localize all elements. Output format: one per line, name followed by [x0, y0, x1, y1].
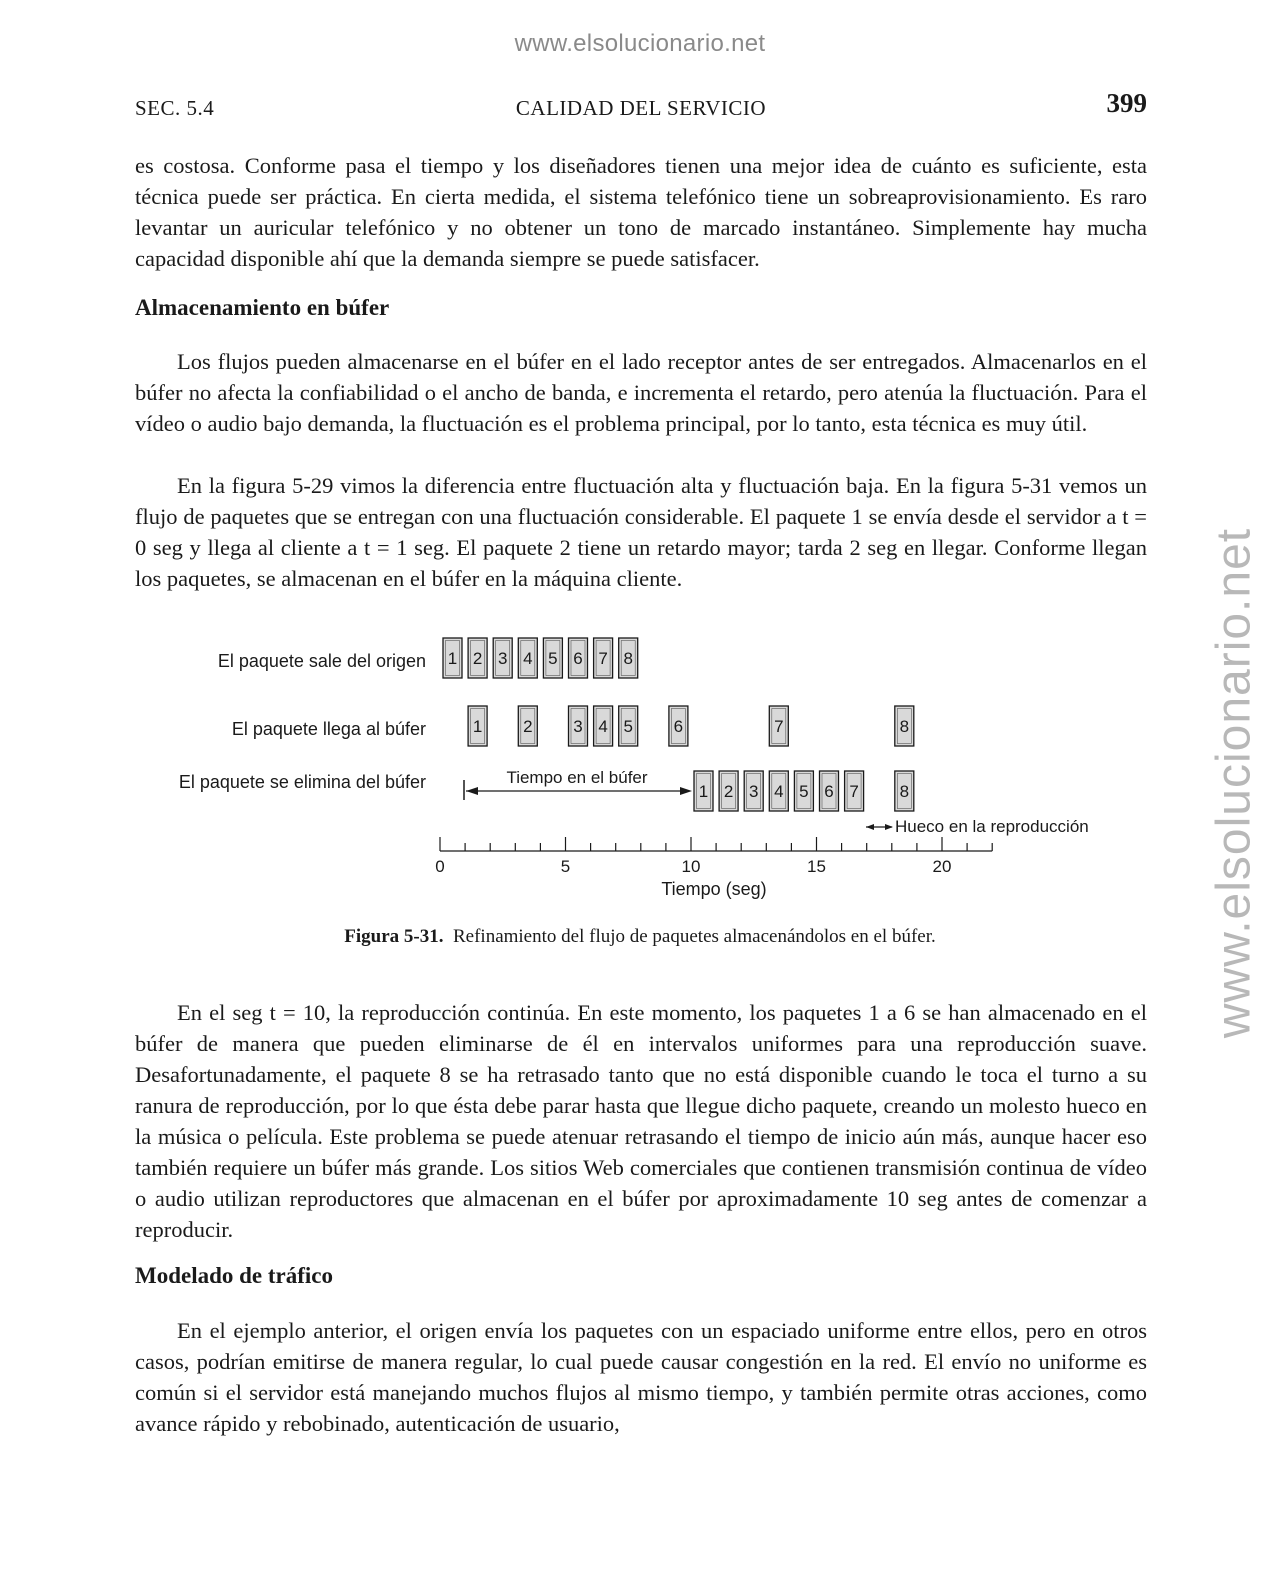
- figure-5-31: [0, 620, 1280, 960]
- packet-label: 7: [598, 649, 608, 668]
- chapter-title: CALIDAD DEL SERVICIO: [515, 96, 767, 120]
- packet-label: 5: [623, 717, 633, 736]
- x-axis-label: Tiempo (seg): [661, 879, 767, 899]
- packet-label: 6: [824, 782, 834, 801]
- packet-label: 6: [673, 717, 684, 736]
- packet-label: 8: [623, 649, 633, 668]
- tick-label: 20: [932, 857, 952, 876]
- packet-label: 2: [472, 649, 483, 668]
- caption-text: Refinamiento del flujo de paquetes almacenándolos en el búfer.: [452, 926, 936, 947]
- packet-label: 2: [723, 782, 734, 801]
- packet-label: 4: [523, 649, 533, 668]
- paragraph-4: En el seg t = 10, la reproducción continúa. En este momento, los paquetes 1 a 6 se han almacenado en el búfer de manera que pueden eliminarse de él en intervalos uniformes para una reproducción suave. Desafortunadamente, el paquete 8 se ha retrasado tanto que no está disponible cuando le toca el turno a su ranura de reproducción, por lo que ésta debe parar hasta que llegue dicho paquete, creando un molesto hueco en la música o película. Este problema se puede atenuar retrasando el tiempo de inicio aún más, aunque hacer eso también requiere un búfer más grande. Los sitios Web comerciales que contienen transmisión continua de vídeo o audio utilizan reproductores que almacenan en el búfer por aproximadamente 10 seg antes de comenzar a reproducir.: [135, 1000, 1147, 1242]
- packet-label: 2: [523, 717, 533, 736]
- buffer-time-arrowhead-right: [680, 787, 692, 795]
- packet-label: 5: [799, 782, 809, 801]
- watermark-top: www.elsolucionario.net: [514, 30, 766, 57]
- page-number: 399: [1106, 88, 1147, 118]
- packet-label: 4: [598, 717, 608, 736]
- section-number: SEC. 5.4: [135, 96, 215, 120]
- running-head: [135, 88, 1147, 128]
- paragraph-5: En el ejemplo anterior, el origen envía los paquetes con un espaciado uniforme entre ellos, pero en otros casos, podrían emitirse de manera regular, lo cual puede causar congestión en la red. El envío no uniforme es común si el servidor está manejando muchos flujos al mismo tiempo, y también permite otras acciones, como avance rápido y rebobinado, autenticación de usuario,: [135, 1318, 1147, 1436]
- heading-almacenamiento: Almacenamiento en búfer: [135, 295, 390, 320]
- packet-label: 6: [573, 649, 583, 668]
- tick-label: 5: [560, 857, 571, 876]
- gap-arrowhead-left: [866, 824, 874, 830]
- packet-label: 8: [899, 717, 910, 736]
- packet-label: 3: [573, 717, 583, 736]
- row-label-arrival: El paquete llega al búfer: [231, 719, 426, 739]
- packet-label: 7: [774, 717, 784, 736]
- packet-label: 8: [899, 782, 910, 801]
- time-axis: [435, 837, 992, 876]
- watermark-side: www.elsolucionario.net: [1207, 527, 1261, 1039]
- gap-arrowhead-right: [885, 824, 893, 830]
- packet-timeline-chart: [0, 620, 1280, 920]
- tick-label: 0: [435, 857, 445, 876]
- packet-label: 5: [548, 649, 558, 668]
- row-label-origin: El paquete sale del origen: [217, 651, 426, 671]
- packet-label: 1: [472, 717, 483, 736]
- caption-label: Figura 5-31.: [344, 926, 444, 947]
- packet-label: 1: [447, 649, 458, 668]
- packet-label: 7: [849, 782, 859, 801]
- gap-label: Hueco en la reproducción: [895, 817, 1089, 836]
- heading-modelado: Modelado de tráfico: [135, 1263, 334, 1288]
- packet-label: 3: [497, 649, 508, 668]
- row-label-removal: El paquete se elimina del búfer: [178, 772, 426, 792]
- paragraph-2: Los flujos pueden almacenarse en el búfer en el lado receptor antes de ser entregados. Almacenarlos en el búfer no afecta la confiabilidad o el ancho de banda, e incrementa el retardo, pero atenúa la fluctuación. Para el vídeo o audio bajo demanda, la fluctuación es el problema principal, por lo tanto, esta técnica es muy útil.: [135, 349, 1147, 436]
- tick-label: 10: [681, 857, 701, 876]
- figure-caption: [0, 926, 1280, 948]
- buffer-time-arrowhead-left: [466, 787, 478, 795]
- packet-label: 3: [748, 782, 759, 801]
- packet-label: 4: [774, 782, 784, 801]
- packet-label: 1: [698, 782, 709, 801]
- paragraph-1: es costosa. Conforme pasa el tiempo y los diseñadores tienen una mejor idea de cuánto es suficiente, esta técnica puede ser práctica. En cierta medida, el sistema telefónico tiene un sobreaprovisionamiento. Es raro levantar un auricular telefónico y no obtener un tono de marcado instantáneo. Simplemente hay mucha capacidad disponible ahí que la demanda siempre se puede satisfacer.: [135, 153, 1147, 271]
- paragraph-3: En la figura 5-29 vimos la diferencia entre fluctuación alta y fluctuación baja. En la figura 5-31 vemos un flujo de paquetes que se entregan con una fluctuación considerable. El paquete 1 se envía desde el servidor a t = 0 seg y llega al cliente a t = 1 seg. El paquete 2 tiene un retardo mayor; tarda 2 seg en llegar. Conforme llegan los paquetes, se almacenan en el búfer en la máquina cliente.: [135, 473, 1147, 591]
- buffer-time-label: Tiempo en el búfer: [506, 768, 648, 787]
- tick-label: 15: [807, 857, 826, 876]
